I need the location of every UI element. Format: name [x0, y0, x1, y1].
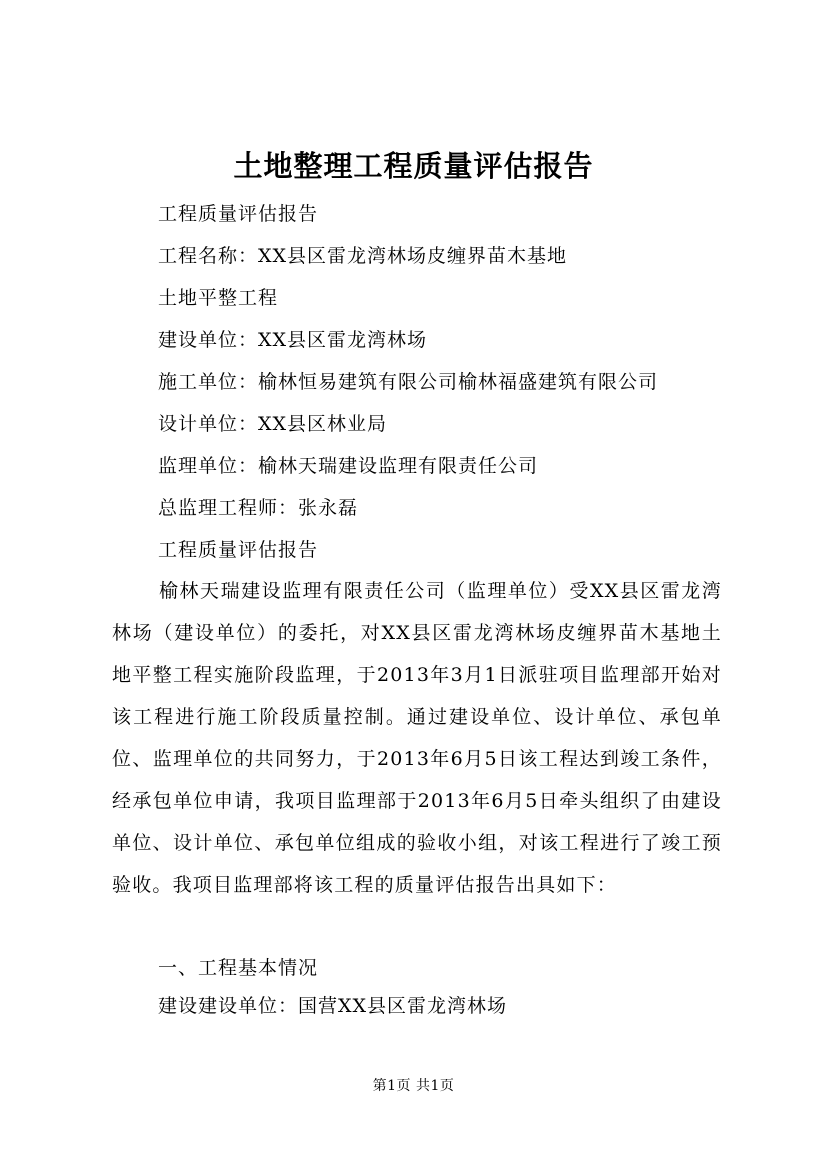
section-line-owner: 建设建设单位：国营XX县区雷龙湾林场: [158, 995, 508, 1017]
section-heading: 一、工程基本情况: [158, 957, 319, 979]
header-line-owner: 建设单位：XX县区雷龙湾林场: [158, 329, 428, 351]
body-text: [112, 570, 722, 906]
page-footer: 第1页 共1页: [372, 1078, 455, 1094]
header-line-designer: 设计单位：XX县区林业局: [158, 413, 388, 435]
header-line-report: 工程质量评估报告: [158, 203, 319, 225]
header-line-contractor: 施工单位：榆林恒易建筑有限公司榆林福盛建筑有限公司: [158, 371, 659, 393]
header-line-project-subtitle: 土地平整工程: [158, 287, 279, 309]
intro-paragraph: 榆林天瑞建设监理有限责任公司（监理单位）受XX县区雷龙湾林场（建设单位）的委托，对XX县区雷龙湾林场皮缠界苗木基地土地平整工程实施阶段监理，于2013年3月1日派驻项目监理部开始对该工程进行施工阶段质量控制。通过建设单位、设计单位、承包单位、监理单位的共同努力，于2013年6月5日该工程达到竣工条件，经承包单位申请，我项目监理部于2013年6月5日牵头组织了由建设单位、设计单位、承包单位组成的验收小组，对该工程进行了竣工预验收。我项目监理部将该工程的质量评估报告出具如下：: [112, 580, 722, 896]
header-line-chief-engineer: 总监理工程师：张永磊: [158, 497, 359, 519]
document-title: 土地整理工程质量评估报告: [233, 149, 594, 183]
header-line-supervisor: 监理单位：榆林天瑞建设监理有限责任公司: [158, 455, 539, 477]
header-line-report-repeat: 工程质量评估报告: [158, 539, 319, 561]
header-line-project-name: 工程名称：XX县区雷龙湾林场皮缠界苗木基地: [158, 245, 568, 267]
